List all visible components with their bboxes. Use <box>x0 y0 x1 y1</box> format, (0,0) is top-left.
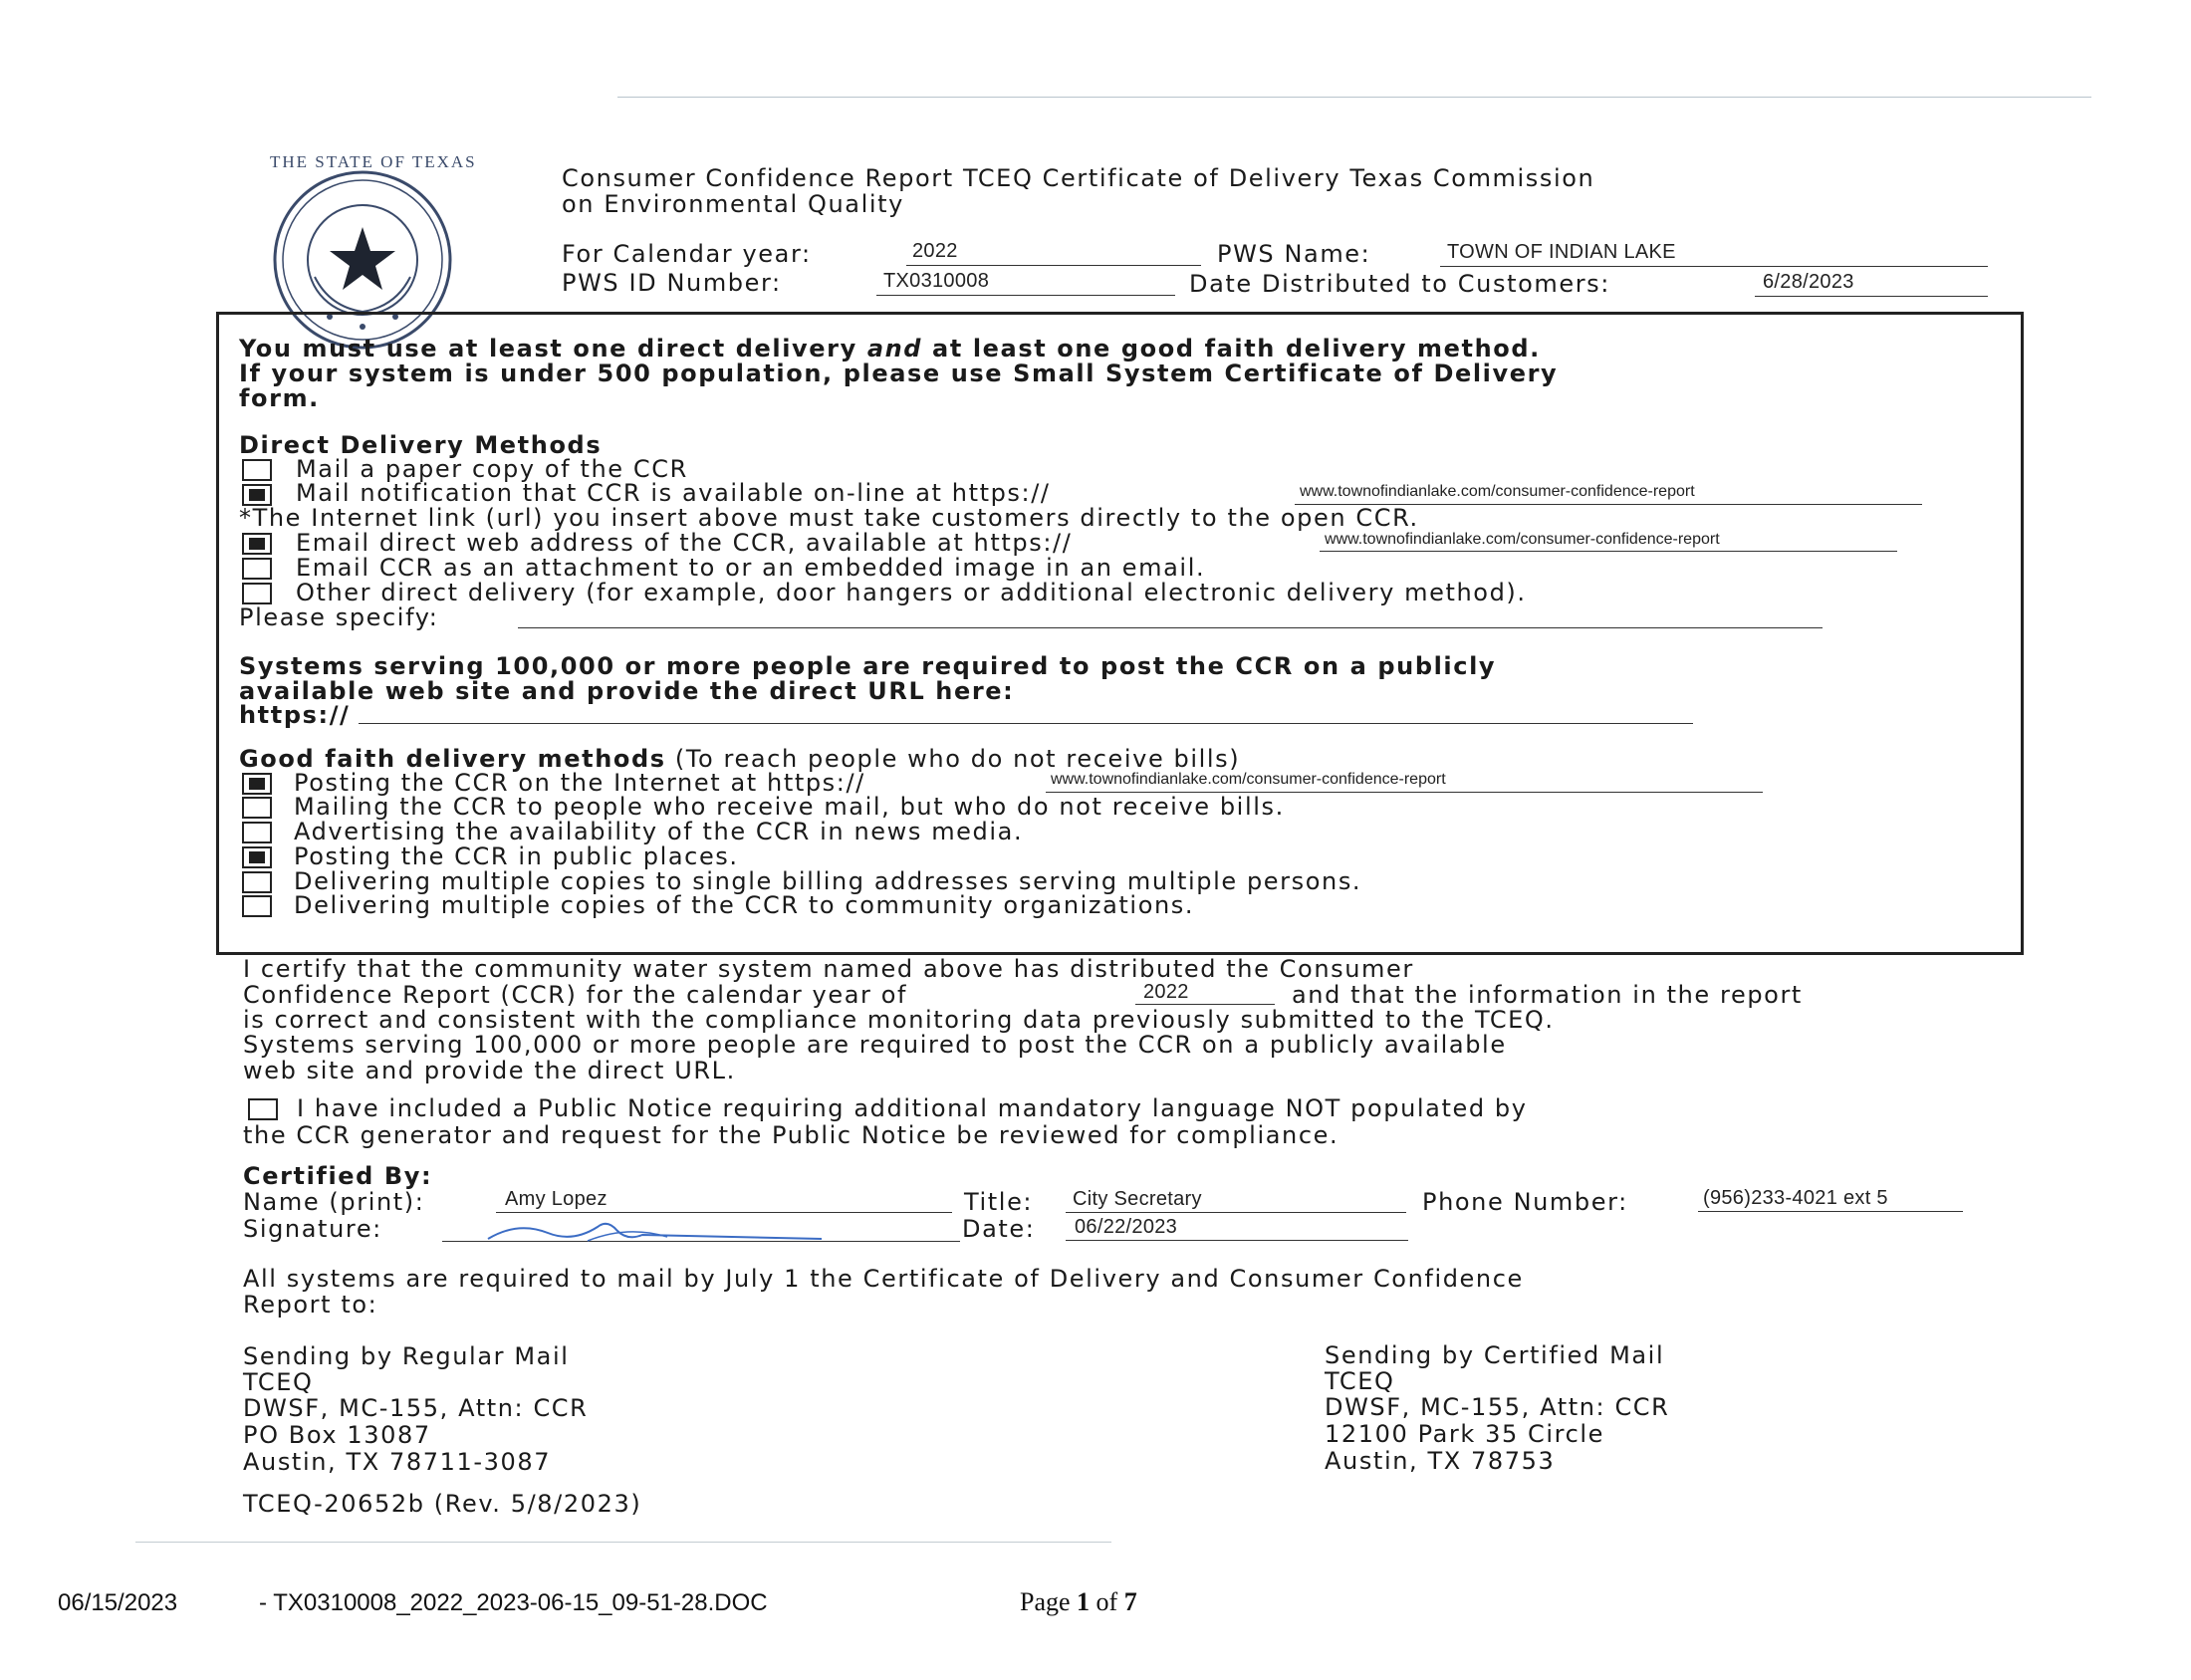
gf-internet-url: www.townofindianlake.com/consumer-confidence-report <box>1051 771 1446 788</box>
name-print-label: Name (print): <box>243 1188 425 1216</box>
regular-mail-line4: Austin, TX 78711-3087 <box>243 1448 552 1476</box>
email-web-url-underline <box>1320 551 1897 552</box>
pws-name-underline <box>1440 266 1988 267</box>
mail-notification-url: www.townofindianlake.com/consumer-confidence-report <box>1300 483 1695 500</box>
direct-delivery-heading: Direct Delivery Methods <box>239 431 603 459</box>
option-mail-paper: Mail a paper copy of the CCR <box>296 455 688 483</box>
email-web-url: www.townofindianlake.com/consumer-confidence-report <box>1325 531 1720 548</box>
date-label: Date: <box>962 1215 1036 1243</box>
mail-intro-line1: All systems are required to mail by July 1 the Certificate of Delivery and Consumer Confidence <box>243 1265 1524 1293</box>
large-systems-line2: available web site and provide the direct URL here: <box>239 677 1015 705</box>
regular-mail-line1: TCEQ <box>243 1368 314 1396</box>
certify-line1: I certify that the community water system named above has distributed the Consumer <box>243 955 1414 983</box>
date-underline <box>1066 1240 1408 1241</box>
calendar-year-underline <box>906 265 1201 266</box>
form-title-line1: Consumer Confidence Report TCEQ Certificate of Delivery Texas Commission <box>562 164 1595 192</box>
footer-page-number: Page 1 of 7 <box>1020 1587 1137 1616</box>
calendar-year-label: For Calendar year: <box>562 240 812 268</box>
option-email-attachment: Email CCR as an attachment to or an embedded image in an email. <box>296 554 1206 582</box>
certified-by-heading: Certified By: <box>243 1162 433 1190</box>
certified-mail-line4: Austin, TX 78753 <box>1325 1447 1556 1475</box>
calendar-year-value: 2022 <box>912 240 958 262</box>
internet-link-note: *The Internet link (url) you insert above must take customers directly to the open CCR. <box>239 504 1419 532</box>
please-specify-field[interactable] <box>518 627 1823 628</box>
checkbox-mail-paper[interactable] <box>242 459 272 481</box>
title-value: City Secretary <box>1073 1188 1202 1210</box>
footer-date: 06/15/2023 <box>58 1589 178 1616</box>
form-id: TCEQ-20652b (Rev. 5/8/2023) <box>243 1490 642 1518</box>
handwritten-signature <box>478 1211 837 1251</box>
checkbox-gf-mailing[interactable] <box>242 797 272 819</box>
pws-name-label: PWS Name: <box>1217 240 1371 268</box>
checkbox-gf-internet[interactable] <box>242 773 272 795</box>
certified-mail-line1: TCEQ <box>1325 1367 1395 1395</box>
certify-line2-end: and that the information in the report <box>1292 981 1803 1009</box>
date-distributed-label: Date Distributed to Customers: <box>1189 270 1610 298</box>
please-specify-label: Please specify: <box>239 603 439 631</box>
certify-line2: Confidence Report (CCR) for the calendar year of <box>243 981 908 1009</box>
checkbox-gf-public-places[interactable] <box>242 846 272 868</box>
public-notice-line2: the CCR generator and request for the Public Notice be reviewed for compliance. <box>243 1121 1339 1149</box>
checkbox-gf-community[interactable] <box>242 895 272 917</box>
form-title-line2: on Environmental Quality <box>562 190 904 218</box>
certify-line5: web site and provide the direct URL. <box>243 1057 736 1084</box>
checkbox-other-direct[interactable] <box>242 583 272 604</box>
title-underline <box>1066 1212 1406 1213</box>
certified-mail-line2: DWSF, MC-155, Attn: CCR <box>1325 1393 1670 1421</box>
date-distributed-value: 6/28/2023 <box>1763 271 1854 293</box>
certified-mail-line3: 12100 Park 35 Circle <box>1325 1420 1605 1448</box>
option-other-direct: Other direct delivery (for example, door hangers or additional electronic delivery method). <box>296 579 1527 606</box>
pws-id-value: TX0310008 <box>883 270 990 292</box>
signature-label: Signature: <box>243 1215 382 1243</box>
option-gf-billing: Delivering multiple copies to single billing addresses serving multiple persons. <box>294 867 1362 895</box>
option-gf-advertising: Advertising the availability of the CCR in news media. <box>294 818 1024 845</box>
pws-name-value: TOWN OF INDIAN LAKE <box>1447 241 1676 263</box>
footer-rule <box>135 1542 1111 1543</box>
certify-line3: is correct and consistent with the compliance monitoring data previously submitted to the TCEQ. <box>243 1006 1555 1034</box>
checkbox-email-attachment[interactable] <box>242 558 272 580</box>
phone-label: Phone Number: <box>1422 1188 1628 1216</box>
date-value: 06/22/2023 <box>1075 1216 1178 1238</box>
option-mail-notification: Mail notification that CCR is available on-line at https:// <box>296 479 1051 507</box>
instruction-line1: You must use at least one direct delivery and at least one good faith delivery method. <box>239 335 1541 362</box>
pws-id-underline <box>876 295 1175 296</box>
title-label: Title: <box>964 1188 1034 1216</box>
phone-underline <box>1698 1211 1963 1212</box>
footer-filename: - TX0310008_2022_2023-06-15_09-51-28.DOC <box>259 1589 768 1616</box>
large-systems-url-prefix: https:// <box>239 701 351 729</box>
phone-value: (956)233-4021 ext 5 <box>1703 1187 1888 1209</box>
certified-mail-heading: Sending by Certified Mail <box>1325 1341 1665 1369</box>
large-systems-url-field[interactable] <box>359 723 1693 724</box>
name-print-value: Amy Lopez <box>505 1188 608 1210</box>
mail-intro-line2: Report to: <box>243 1291 378 1319</box>
pws-id-label: PWS ID Number: <box>562 269 782 297</box>
option-gf-community: Delivering multiple copies of the CCR to community organizations. <box>294 891 1195 919</box>
instruction-line2: If your system is under 500 population, please use Small System Certificate of Delivery <box>239 360 1559 387</box>
option-email-web: Email direct web address of the CCR, available at https:// <box>296 529 1073 557</box>
option-gf-public-places: Posting the CCR in public places. <box>294 842 739 870</box>
scan-edge-line <box>617 97 2091 98</box>
checkbox-gf-advertising[interactable] <box>242 822 272 843</box>
certify-line4: Systems serving 100,000 or more people are required to post the CCR on a publicly available <box>243 1031 1507 1059</box>
regular-mail-heading: Sending by Regular Mail <box>243 1342 570 1370</box>
checkbox-mail-notification[interactable] <box>242 484 272 506</box>
regular-mail-line2: DWSF, MC-155, Attn: CCR <box>243 1394 589 1422</box>
seal-text: THE STATE OF TEXAS <box>270 152 477 171</box>
public-notice-line1: I have included a Public Notice requiring additional mandatory language NOT populated by <box>297 1094 1528 1122</box>
regular-mail-line3: PO Box 13087 <box>243 1421 431 1449</box>
instruction-line3: form. <box>239 384 320 412</box>
certify-year-underline <box>1135 1004 1275 1005</box>
checkbox-public-notice[interactable] <box>248 1098 278 1120</box>
option-gf-internet: Posting the CCR on the Internet at https:// <box>294 769 865 797</box>
option-gf-mailing: Mailing the CCR to people who receive mail, but who do not receive bills. <box>294 793 1285 821</box>
large-systems-line1: Systems serving 100,000 or more people are required to post the CCR on a publicly <box>239 652 1497 680</box>
checkbox-gf-billing[interactable] <box>242 871 272 893</box>
certify-year-value: 2022 <box>1143 981 1189 1003</box>
good-faith-heading: Good faith delivery methods (To reach people who do not receive bills) <box>239 745 1241 773</box>
checkbox-email-web[interactable] <box>242 533 272 555</box>
date-distributed-underline <box>1755 296 1988 297</box>
